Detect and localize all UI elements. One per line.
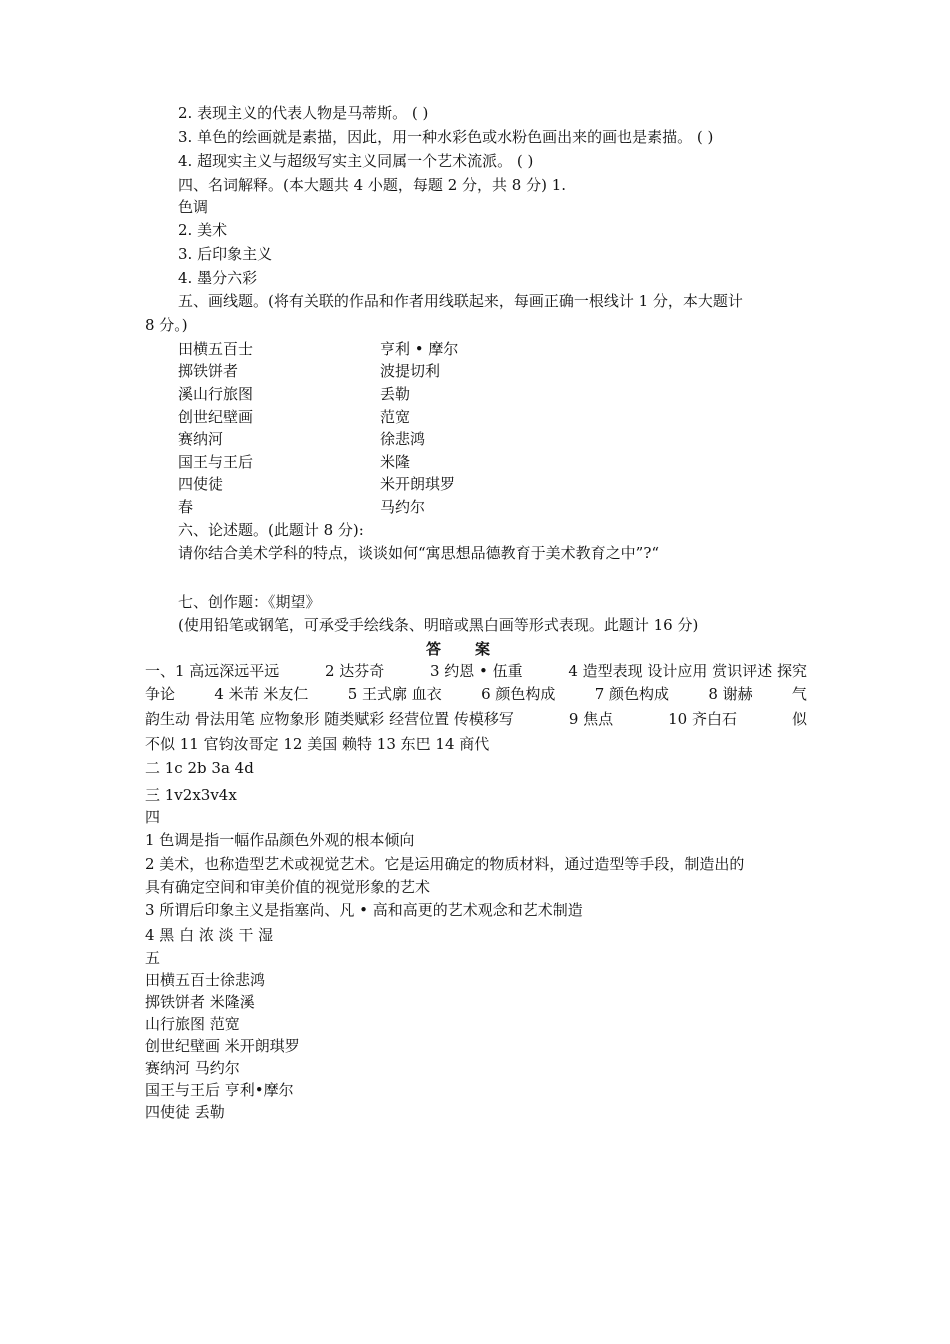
answer1-line2 xyxy=(145,683,807,705)
answer5-label: 五 xyxy=(145,949,161,967)
match-work: 国王与王后 xyxy=(178,453,254,471)
answer-segment: 4 米芾 米友仁 xyxy=(214,685,309,703)
section4-item-2: 2. 美术 xyxy=(178,221,228,239)
answer4-item-2-cont: 具有确定空间和审美价值的视觉形象的艺术 xyxy=(145,878,431,896)
answer-segment: 5 王式廓 血衣 xyxy=(347,685,442,703)
match-author: 徐悲鸿 xyxy=(380,430,426,448)
answer5-line: 创世纪壁画 米开朗琪罗 xyxy=(145,1037,300,1055)
answer-segment: 4 造型表现 设计应用 赏识评述 探究 xyxy=(568,662,807,680)
answer1-line3 xyxy=(145,708,807,730)
match-work: 创世纪壁画 xyxy=(178,408,254,426)
answer4-item-3: 3 所谓后印象主义是指塞尚、凡 • 高和高更的艺术观念和艺术制造 xyxy=(145,901,583,919)
match-work: 田横五百士 xyxy=(178,340,254,358)
judgment-item-3: 3. 单色的绘画就是素描，因此，用一种水彩色或水粉色画出来的画也是素描。 ( ) xyxy=(178,128,714,146)
answer5-line: 国王与王后 亨利•摩尔 xyxy=(145,1081,294,1099)
match-work: 四使徒 xyxy=(178,475,224,493)
answer1-line1 xyxy=(145,660,807,682)
answer5-line: 掷铁饼者 米隆溪 xyxy=(145,993,255,1011)
section4-item-1: 色调 xyxy=(178,198,209,216)
answer-segment: 韵生动 骨法用笔 应物象形 随类赋彩 经营位置 传模移写 xyxy=(145,710,514,728)
judgment-item-4: 4. 超现实主义与超级写实主义同属一个艺术流派。 ( ) xyxy=(178,152,534,170)
match-author: 亨利 • 摩尔 xyxy=(380,340,459,358)
answer5-line: 山行旅图 范宽 xyxy=(145,1015,240,1033)
match-work: 赛纳河 xyxy=(178,430,224,448)
answer-segment: 2 达芬奇 xyxy=(324,662,385,680)
match-author: 米开朗琪罗 xyxy=(380,475,456,493)
match-work: 春 xyxy=(178,498,194,516)
section7-heading: 七、创作题：《期望》 xyxy=(178,593,321,611)
answer-segment: 气 xyxy=(791,685,807,703)
answer4-item-2: 2 美术，也称造型艺术或视觉艺术。它是运用确定的物质材料，通过造型等手段，制造出的 xyxy=(145,855,745,873)
match-author: 马约尔 xyxy=(380,498,426,516)
answer-segment: 9 焦点 xyxy=(568,710,614,728)
answer5-line: 田横五百士徐悲鸿 xyxy=(145,971,266,989)
answer-segment: 7 颜色构成 xyxy=(594,685,670,703)
match-author: 波提切利 xyxy=(380,362,441,380)
section5-heading: 五、画线题。(将有关联的作品和作者用线联起来，每画正确一根线计 1 分，本大题计 xyxy=(178,292,743,310)
answer-segment: 似 xyxy=(791,710,807,728)
match-work: 溪山行旅图 xyxy=(178,385,254,403)
answer5-line: 赛纳河 马约尔 xyxy=(145,1059,240,1077)
answer5-line: 四使徒 丢勒 xyxy=(145,1103,225,1121)
section7-note: (使用铅笔或钢笔，可承受手绘线条、明暗或黑白画等形式表现。此题计 16 分) xyxy=(178,616,699,634)
section4-heading: 四、名词解释。(本大题共 4 小题，每题 2 分，共 8 分) 1. xyxy=(178,176,567,194)
section5-heading-cont: 8 分。) xyxy=(145,316,188,334)
answer-segment: 8 谢赫 xyxy=(708,685,753,703)
section6-heading: 六、论述题。(此题计 8 分): xyxy=(178,521,364,539)
match-author: 范宽 xyxy=(380,408,411,426)
answer4-item-1: 1 色调是指一幅作品颜色外观的根本倾向 xyxy=(145,831,415,849)
answer4-label: 四 xyxy=(145,808,161,826)
match-author: 丢勒 xyxy=(380,385,411,403)
answer4-item-4: 4 黑 白 浓 淡 干 湿 xyxy=(145,926,274,944)
answer-segment: 争论 xyxy=(145,685,176,703)
answer-segment: 10 齐白石 xyxy=(668,710,737,728)
match-work: 掷铁饼者 xyxy=(178,362,239,380)
answer-segment: 一、1 高远深远平远 xyxy=(145,662,280,680)
answer1-line4: 不似 11 官钧汝哥定 12 美国 赖特 13 东巴 14 商代 xyxy=(145,735,490,753)
section6-question: 请你结合美术学科的特点，谈谈如何“寓思想品德教育于美术教育之中”?“ xyxy=(178,544,660,562)
answer2: 二 1c 2b 3a 4d xyxy=(145,759,254,777)
section4-item-4: 4. 墨分六彩 xyxy=(178,269,258,287)
answers-title: 答案 xyxy=(425,640,524,658)
answer-segment: 3 约恩 • 伍重 xyxy=(429,662,523,680)
judgment-item-2: 2. 表现主义的代表人物是马蒂斯。 ( ) xyxy=(178,104,429,122)
answer-segment: 6 颜色构成 xyxy=(481,685,556,703)
match-author: 米隆 xyxy=(380,453,411,471)
answer3: 三 1v2x3v4x xyxy=(145,786,237,804)
section4-item-3: 3. 后印象主义 xyxy=(178,245,273,263)
